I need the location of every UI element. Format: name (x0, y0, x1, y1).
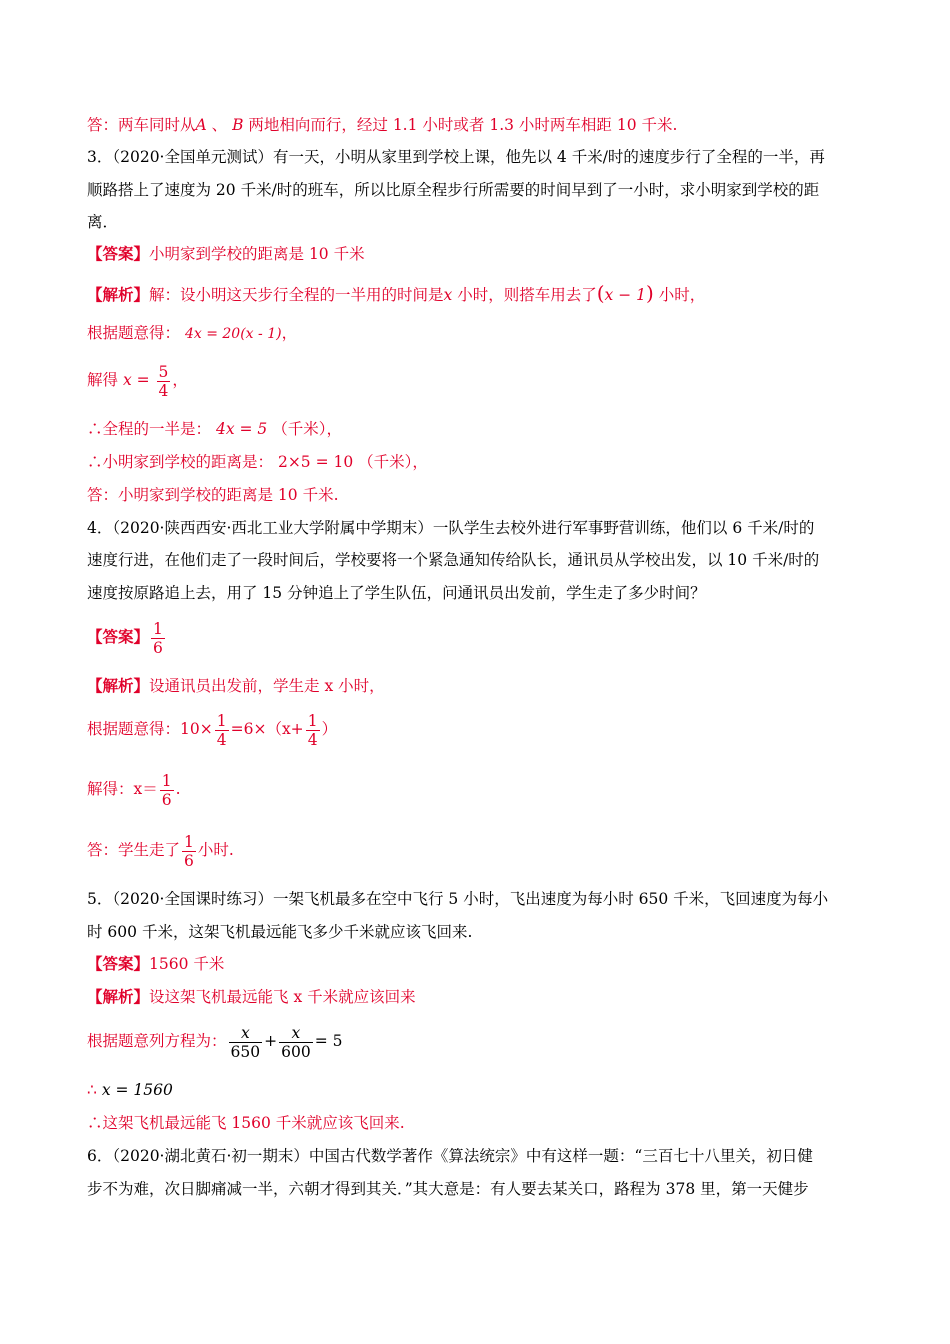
q5-eq-fraction-1 (229, 1024, 263, 1061)
q5-plus: + (264, 1032, 278, 1050)
q5-eq-fraction-2 (279, 1024, 313, 1061)
q3-paren-expr: x − 1 (604, 286, 646, 304)
therefore-symbol: ∴ (87, 1081, 97, 1099)
q3-dist-eq: 2×5 = 10 (277, 453, 354, 471)
q5-final: ∴这架飞机最远能飞 1560 千米就应该飞回来. (87, 1114, 405, 1132)
q4-eq-fraction-2 (306, 712, 320, 749)
q4-eq-num2: 1 (307, 711, 318, 730)
q5-line-1: 5．（2020·全国课时练习）一架飞机最多在空中飞行 5 小时，飞出速度为每小时 650 千米，飞回速度为每小 (87, 890, 829, 908)
q5-line-2: 时 600 千米，这架飞机最远能飞多少千米就应该飞回来. (87, 923, 473, 941)
q3-answer (87, 244, 870, 264)
q4-solve-line (87, 771, 870, 809)
q4-solve-label: 解得：x＝ (87, 780, 158, 798)
q3-solve-num: 5 (158, 362, 169, 381)
answer-tag: 【答案】 (87, 954, 150, 973)
q3-dist-line (87, 452, 870, 472)
answer-tag: 【答案】 (87, 627, 150, 646)
prev-answer-text: 答：两车同时从 (87, 116, 196, 134)
q4-answer (87, 619, 870, 657)
q5-answer (87, 954, 870, 974)
q4-line-3: 速度按原路追上去，用了 15 分钟追上了学生队伍，问通讯员出发前，学生走了多少时间？ (87, 584, 706, 602)
q6-line-2: 步不为难，次日脚痛减一半，六朝才得到其关．”其大意是：有人要去某关口，路程为 378 里，第一天健步 (87, 1180, 809, 1198)
q4-final-line (87, 832, 870, 870)
analysis-tag: 【解析】 (87, 676, 150, 695)
q3-sol-text-c: 小时， (653, 286, 706, 304)
q4-equation-line (87, 711, 870, 749)
q3-line-2: 顺路搭上了速度为 20 千米/时的班车，所以比原全程步行所需要的时间早到了一小时，求小明家到学校的距 (87, 181, 820, 199)
q5-result: x = 1560 (101, 1081, 173, 1099)
q5-equation-line (87, 1023, 870, 1061)
q4-eq-num1: 1 (216, 711, 227, 730)
q6-line-1: 6．（2020·湖北黄石·初一期末）中国古代数学著作《算法统宗》中有这样一题：“三百七十八里关，初日健 (87, 1147, 813, 1165)
analysis-tag: 【解析】 (87, 987, 150, 1006)
q5-analysis (87, 987, 870, 1007)
q4-eq-c: ） (321, 720, 338, 738)
q5-num2: x (279, 1024, 313, 1043)
q3-answer-text: 小明家到学校的距离是 10 千米 (149, 245, 365, 263)
q4-ans-num: 1 (153, 619, 163, 638)
q4-eq-den2: 4 (307, 730, 318, 749)
q5-num1: x (229, 1024, 263, 1043)
q4-solve-fraction (160, 772, 174, 809)
q4-eq-label: 根据题意得： (87, 720, 181, 738)
q5-result-line (87, 1080, 870, 1100)
q5-eq-label: 根据题意列方程为： (87, 1032, 227, 1050)
q3-equation-line (87, 323, 870, 344)
q4-solve-den: 6 (161, 790, 172, 809)
q3-dist-unit: （千米）， (358, 453, 428, 471)
separator: 、 (206, 116, 233, 134)
q4-eq-b: =6×（x+ (230, 720, 304, 738)
q4-analysis (87, 676, 870, 696)
q5-sol-text: 设这架飞机最远能飞 x 千米就应该回来 (149, 988, 416, 1006)
q3-eq-label: 根据题意得： (87, 324, 181, 342)
prev-answer-rest: 两地相向而行，经过 1.1 小时或者 1.3 小时两车相距 10 千米. (243, 116, 678, 134)
q5-answer-text: 1560 千米 (149, 955, 225, 973)
q4-final-a: 答：学生走了 (87, 841, 181, 859)
answer-tag: 【答案】 (87, 244, 150, 263)
q3-half-label: ∴全程的一半是： (87, 420, 212, 438)
q4-eq-den1: 4 (216, 730, 227, 749)
q3-analysis: 【解析】解：设小明这天步行全程的一半用的时间是x 小时，则搭车用去了(x − 1) 小时， (87, 281, 706, 305)
q3-dist-label: ∴小明家到学校的距离是： (87, 453, 274, 471)
q4-answer-fraction (151, 620, 165, 657)
q3-solve-label: 解得 (87, 371, 119, 389)
q3-half-line (87, 419, 870, 439)
q5-eq-end: = 5 (314, 1032, 343, 1050)
q4-solve-end: . (175, 780, 181, 798)
q3-solve-fraction (157, 363, 171, 400)
q3-solve-end: ， (172, 371, 188, 389)
q3-line-1: 3．（2020·全国单元测试）有一天，小明从家里到学校上课，他先以 4 千米/时的速度步行了全程的一半，再 (87, 148, 825, 166)
q4-line-1: 4．（2020·陕西西安·西北工业大学附属中学期末）一队学生去校外进行军事野营训练，他们以 6 千米/时的 (87, 519, 815, 537)
point-a: A (195, 116, 207, 134)
q3-half-eq: 4x = 5 (215, 420, 268, 438)
q4-final-den: 6 (184, 851, 194, 870)
q4-eq-fraction-1 (215, 712, 229, 749)
q4-final-b: 小时. (197, 841, 234, 859)
q3-eq-end: ， (281, 324, 298, 342)
q4-ans-den: 6 (153, 638, 163, 657)
analysis-tag: 【解析】 (87, 285, 150, 304)
q3-solve-var: x = (122, 371, 150, 389)
q5-den1: 650 (230, 1042, 261, 1061)
q3-equation: 4x = 20(x - 1) (184, 326, 282, 342)
q3-var-x: x (443, 286, 453, 304)
q3-solve-line (87, 362, 870, 400)
q4-sol-text: 设通讯员出发前，学生走 x 小时， (149, 677, 385, 695)
prev-answer-line (87, 115, 870, 135)
q4-eq-a: 10× (180, 720, 213, 738)
q4-solve-num: 1 (161, 771, 172, 790)
q3-line-3: 离． (87, 213, 119, 231)
q3-sol-text-a: 解：设小明这天步行全程的一半用的时间是 (149, 286, 444, 304)
q4-final-num: 1 (184, 832, 194, 851)
point-b: B (232, 116, 244, 134)
q4-line-2: 速度行进，在他们走了一段时间后，学校要将一个紧急通知传给队长，通讯员从学校出发，以 10 千米/时的 (87, 551, 820, 569)
q4-final-fraction (182, 833, 196, 870)
q3-half-unit: （千米）， (272, 420, 342, 438)
q3-sol-text-b: 小时，则搭车用去了 (452, 286, 597, 304)
q3-solve-den: 4 (158, 381, 169, 400)
q3-final: 答：小明家到学校的距离是 10 千米. (87, 486, 339, 504)
q5-den2: 600 (281, 1042, 311, 1061)
